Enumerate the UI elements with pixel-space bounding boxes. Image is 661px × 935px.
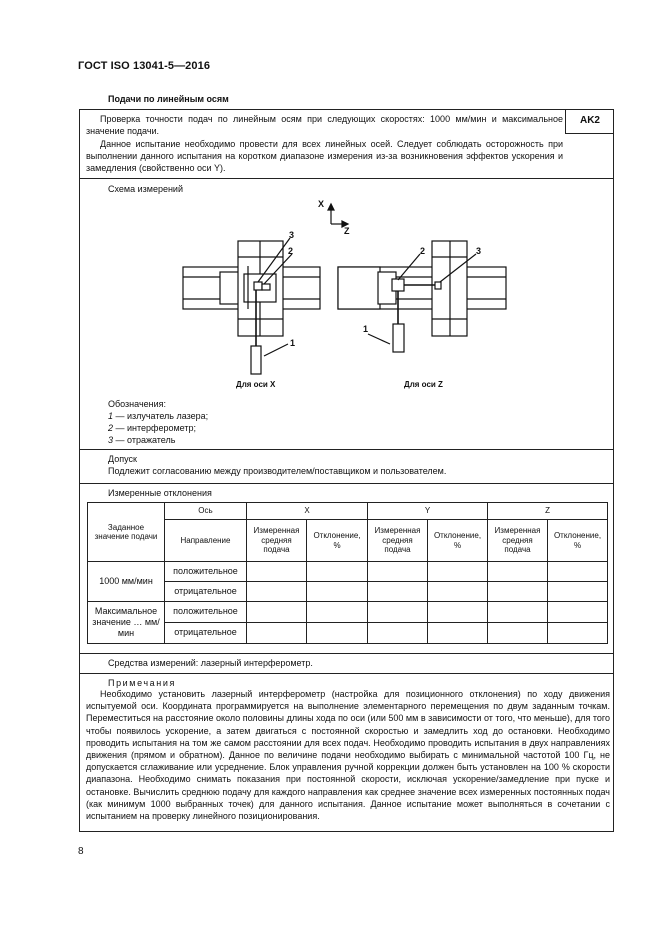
header-mean-y: Измеренная средняя подача — [368, 520, 428, 562]
value-cell — [488, 562, 548, 582]
value-cell — [247, 623, 307, 644]
label-3-left: 3 — [289, 230, 295, 240]
divider — [79, 483, 614, 484]
value-cell — [488, 602, 548, 623]
feed-cell: Максимальное значение … мм/мин — [88, 602, 165, 644]
value-cell — [488, 623, 548, 644]
table-row — [88, 503, 608, 520]
test-code: AK2 — [565, 109, 614, 134]
tolerance-title: Допуск — [108, 454, 137, 464]
value-cell — [307, 623, 368, 644]
legend-number: 3 — [108, 435, 114, 445]
table-row — [88, 623, 608, 644]
legend-number: 1 — [108, 411, 114, 421]
value-cell — [368, 582, 428, 602]
caption-x-axis: Для оси X — [236, 380, 276, 389]
divider — [79, 449, 614, 450]
direction-cell: отрицательное — [165, 623, 247, 644]
value-cell — [428, 582, 488, 602]
diagram-title: Схема измерений — [108, 184, 183, 194]
direction-cell: положительное — [165, 562, 247, 582]
measurement-scheme-diagram — [180, 194, 520, 394]
label-3-right: 3 — [476, 246, 482, 256]
intro-paragraph-2: Данное испытание необходимо провести для всех линейных осей. Следует соблюдать осторожность при выполнении данного испытания на коротком диапазоне измерения из-за возникновения эффектов ускорения и замедления (свойственно оси Y). — [86, 139, 563, 174]
divider — [79, 653, 614, 654]
legend-text: — интерферометр; — [113, 423, 196, 433]
value-cell — [548, 562, 608, 582]
axis-x-label: X — [318, 199, 325, 209]
legend-item — [108, 434, 175, 446]
axis-z-label: Z — [344, 226, 350, 236]
legend-number: 2 — [108, 423, 114, 433]
document-header: ГОСТ ISO 13041-5—2016 — [78, 60, 211, 72]
header-dev-x: Отклонение, % — [307, 520, 368, 562]
label-2-left: 2 — [288, 246, 294, 256]
value-cell — [548, 623, 608, 644]
notes-title: Примечания — [108, 678, 176, 688]
instruments-text: Средства измерений: лазерный интерферометр. — [108, 658, 313, 668]
legend-title: Обозначения: — [108, 399, 167, 409]
table-row — [88, 520, 608, 541]
header-feed: Заданное значение подачи — [88, 503, 165, 562]
value-cell — [247, 562, 307, 582]
table-row — [88, 582, 608, 602]
label-1-left: 1 — [290, 338, 296, 348]
value-cell — [307, 582, 368, 602]
value-cell — [247, 582, 307, 602]
header-axis: Ось — [165, 503, 247, 520]
legend-item — [108, 422, 196, 434]
legend-item — [108, 410, 208, 422]
label-1-right: 1 — [363, 324, 369, 334]
header-dev-z: Отклонение, % — [548, 520, 608, 562]
legend-text: — отражатель — [113, 435, 176, 445]
deviations-title: Измеренные отклонения — [108, 488, 212, 498]
notes-text: Необходимо установить лазерный интерферометр (настройка для позиционного отклонения) по ходу движения испытуемой оси. Координата программируется на выполнение элементарного перемещения по двум заданным точкам. Переместиться на расстояние около половины длины хода по оси (или 500 мм в зависимости от того, что меньше), для того чтобы появилось ускорение, а затем двигаться с постоянной скоростью и замедлить ход до остановки. Необходимо проводить испытания на том же самом расстоянии для всех подач. Необходимо проводить испытания в двух направлениях движения (прямом и обратном). Данное по величине подачи необходимо выбирать с минимальной частотой 100 Гц, не допускается сглаживание или усреднение. Блок управления ручной коррекции должен быть установлен на 100 % скорости диапазона. Необходимо снимать показания при постоянной скорости, исключая ускорение/замедление при пуске и остановке. Вычислить среднюю подачу для каждого направления как среднее значение всех измеренных постоянных подач (как минимум 1000 выбранных точек) для данного испытания. Данное испытание может выполняться в сочетании с испытанием на проверку линейного позиционирования. — [86, 689, 610, 822]
page-number: 8 — [78, 846, 84, 857]
header-mean-x: Измеренная средняя подача — [247, 520, 307, 562]
table-row — [88, 602, 608, 623]
value-cell — [428, 562, 488, 582]
table-row — [88, 562, 608, 582]
value-cell — [368, 562, 428, 582]
value-cell — [307, 562, 368, 582]
value-cell — [307, 602, 368, 623]
direction-cell: отрицательное — [165, 582, 247, 602]
caption-z-axis: Для оси Z — [404, 380, 443, 389]
divider — [79, 178, 614, 179]
header-dev-y: Отклонение, % — [428, 520, 488, 562]
value-cell — [247, 602, 307, 623]
value-cell — [548, 582, 608, 602]
header-axis-z: Z — [488, 503, 608, 520]
label-2-right: 2 — [420, 246, 426, 256]
feed-cell: 1000 мм/мин — [88, 562, 165, 602]
value-cell — [488, 582, 548, 602]
intro-paragraph-1: Проверка точности подач по линейным осям при следующих скоростях: 1000 мм/мин и максимальное значение подачи. — [86, 114, 563, 137]
header-mean-z: Измеренная средняя подача — [488, 520, 548, 562]
direction-cell: положительное — [165, 602, 247, 623]
header-axis-x: X — [247, 503, 368, 520]
header-axis-y: Y — [368, 503, 488, 520]
value-cell — [368, 623, 428, 644]
header-direction: Направление — [165, 520, 247, 562]
tolerance-text: Подлежит согласованию между производителем/поставщиком и пользователем. — [108, 466, 447, 476]
value-cell — [548, 602, 608, 623]
legend-text: — излучатель лазера; — [113, 411, 209, 421]
value-cell — [368, 602, 428, 623]
deviations-table — [87, 502, 608, 644]
section-title: Подачи по линейным осям — [108, 94, 229, 104]
value-cell — [428, 602, 488, 623]
divider — [79, 673, 614, 674]
value-cell — [428, 623, 488, 644]
